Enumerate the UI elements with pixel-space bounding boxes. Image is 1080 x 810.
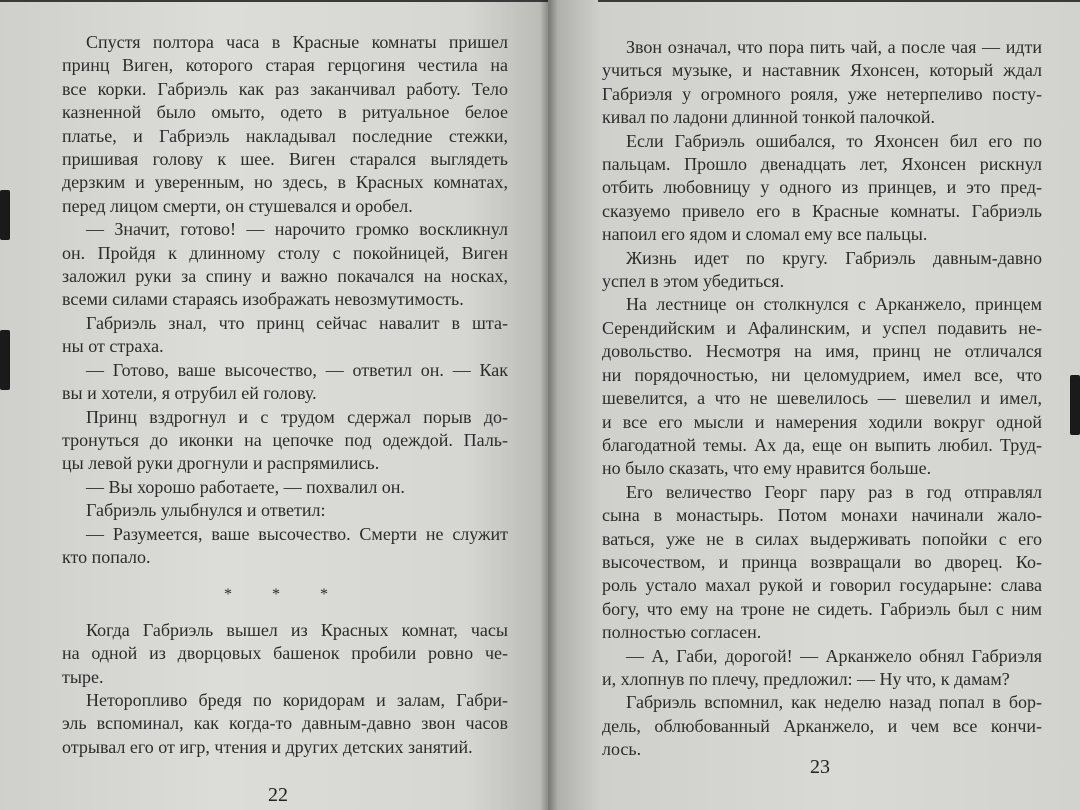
text-line: Спустя полтора часа в Красные комнаты пришел bbox=[86, 32, 508, 52]
text-line: Его величество Георг пару раз в год отправлял bbox=[626, 481, 1042, 502]
text-line: напоил его ядом и сломал ему все пальцы. bbox=[602, 224, 928, 245]
page-clip-left-lower bbox=[0, 330, 10, 390]
paragraph bbox=[62, 523, 508, 570]
text-line: богу, что ему на троне не сидеть. Габриэль был с ним bbox=[602, 598, 1042, 619]
text-line: эль вспоминал, как когда-то давным-давно звон часов bbox=[62, 713, 508, 734]
text-line: тронуться до иконки на цепочке под одеждой. Паль- bbox=[62, 429, 508, 450]
text-line: отрывал его от игр, чтения и других детских занятий. bbox=[62, 736, 473, 757]
text-line: Габриэля у огромного рояля, уже нетерпеливо посту- bbox=[602, 83, 1042, 104]
paragraph bbox=[602, 691, 1042, 761]
page-number-left: 22 bbox=[268, 784, 288, 806]
text-line: сына в монастырь. Потом монахи начинали жало- bbox=[602, 505, 1042, 526]
text-line: кивал по ладони длинной тонкой палочкой. bbox=[602, 107, 936, 128]
paragraph bbox=[602, 36, 1042, 130]
text-line: кто попало. bbox=[62, 546, 151, 567]
text-line: Звон означал, что пора пить чай, а после чая — идти bbox=[626, 37, 1042, 57]
text-line: Жизнь идет по кругу. Габриэль давным-давно bbox=[626, 247, 1042, 268]
text-line: Если Габриэль ошибался, то Яхонсен бил его по bbox=[626, 130, 1042, 151]
text-line: отбить любовницу у одного из принцев, и это пред- bbox=[602, 177, 1042, 198]
text-line: Когда Габриэль вышел из Красных комнат, часы bbox=[86, 619, 508, 640]
text-line: лось. bbox=[602, 739, 642, 760]
text-line: благодатной темы. Ах да, еще он выпить любил. Труд- bbox=[602, 434, 1042, 455]
text-line: ваться, уже не в силах выдерживать попойки с его bbox=[602, 528, 1042, 549]
paragraph bbox=[602, 293, 1042, 480]
paragraph bbox=[602, 481, 1042, 645]
text-line: всеми силами стараясь изображать невозмутимость. bbox=[62, 289, 464, 310]
text-line: перед лицом смерти, он стушевался и оробел. bbox=[62, 195, 413, 216]
text-line: но было сказать, что ему нравится больше. bbox=[602, 458, 932, 479]
book-gutter bbox=[540, 0, 558, 810]
paragraph bbox=[62, 406, 508, 476]
text-line: пришивая голову к шее. Виген старался выглядеть bbox=[62, 149, 508, 170]
text-line: тыре. bbox=[62, 666, 104, 687]
text-line: он. Пройдя к длинному столу с покойницей, Виген bbox=[62, 242, 508, 263]
text-line: Габриэль вспомнил, как неделю назад попал в бор- bbox=[626, 692, 1042, 713]
text-line: цы левой руки дрогнули и распрямились. bbox=[62, 453, 380, 474]
paragraph bbox=[62, 499, 508, 522]
text-line: — Готово, ваше высочество, — ответил он. — Как bbox=[86, 359, 508, 380]
scene-break: * * * bbox=[224, 586, 346, 604]
paragraph bbox=[62, 476, 508, 499]
page-clip-right bbox=[1070, 375, 1080, 435]
text-line: высочеством, и принца возвращали во дворец. Ко- bbox=[602, 551, 1042, 572]
left-page-text bbox=[62, 31, 508, 759]
paragraph bbox=[602, 247, 1042, 294]
page-clip-left-upper bbox=[0, 190, 10, 240]
text-line: довольство. Несмотря на имя, принц не отличался bbox=[602, 341, 1042, 362]
text-line: и все его мысли и намерения ходили вокруг одной bbox=[602, 411, 1042, 432]
text-line: на одной из дворцовых башенок пробили ровно че- bbox=[62, 643, 508, 664]
right-page bbox=[548, 0, 1080, 810]
top-rule-left bbox=[0, 0, 548, 2]
text-line: дерзким и уверенным, но здесь, в Красных комнатах, bbox=[62, 172, 508, 193]
text-line: принц Виген, которого старая герцогиня честила на bbox=[62, 55, 508, 76]
text-line: ни порядочностью, ни целомудрием, имел все, что bbox=[602, 364, 1042, 385]
text-line: — Разумеется, ваше высочество. Смерти не служит bbox=[86, 523, 508, 544]
paragraph bbox=[62, 31, 508, 218]
right-page-text bbox=[602, 36, 1042, 762]
text-line: полностью согласен. bbox=[602, 622, 762, 643]
paragraph bbox=[602, 130, 1042, 247]
text-line: успел в этом убедиться. bbox=[602, 271, 785, 292]
text-line: Габриэль знал, что принц сейчас навалит в шта- bbox=[86, 312, 508, 333]
text-line: сказуемо привело его в Красные комнаты. Габриэль bbox=[602, 200, 1042, 221]
text-line: Принц вздрогнул и с трудом сдержал порыв до- bbox=[86, 406, 508, 427]
paragraph bbox=[62, 689, 508, 759]
top-rule-right bbox=[598, 0, 1080, 2]
paragraph bbox=[62, 359, 508, 406]
text-line: На лестнице он столкнулся с Арканжело, принцем bbox=[626, 294, 1042, 315]
paragraph bbox=[602, 645, 1042, 692]
paragraph bbox=[62, 619, 508, 689]
page-number-right: 23 bbox=[810, 756, 830, 778]
text-line: вы и хотели, я отрубил ей голову. bbox=[62, 383, 317, 404]
text-line: и, хлопнув по плечу, предложил: — Ну что, к дамам? bbox=[602, 668, 1010, 689]
text-line: казненной было омыто, одето в ритуальное белое bbox=[62, 102, 508, 123]
text-line: ны от страха. bbox=[62, 336, 164, 357]
text-line: все корки. Габриэль как раз заканчивал работу. Тело bbox=[62, 78, 508, 99]
text-line: — А, Габи, дорогой! — Арканжело обнял Габриэля bbox=[626, 645, 1042, 666]
text-line: — Значит, готово! — нарочито громко воскликнул bbox=[86, 219, 508, 240]
text-line: Габриэль улыбнулся и ответил: bbox=[86, 500, 326, 521]
text-line: платье, и Габриэль накладывал последние стежки, bbox=[62, 125, 508, 146]
text-line: пальцам. Прошло двенадцать лет, Яхонсен рискнул bbox=[602, 154, 1042, 175]
text-line: шевелится, а что не шевелилось — шевелил и имел, bbox=[602, 388, 1042, 409]
text-line: учиться музыке, и наставник Яхонсен, который ждал bbox=[602, 60, 1042, 81]
text-line: дель, облюбованный Арканжело, и чем все кончи- bbox=[602, 715, 1042, 736]
text-line: Серендийским и Афалинским, и успел подавить не- bbox=[602, 317, 1042, 338]
text-line: роль устало махал рукой и говорил государыне: слава bbox=[602, 575, 1042, 596]
text-line: заложил руки за спину и важно покачался на носках, bbox=[62, 266, 508, 287]
paragraph bbox=[62, 218, 508, 312]
text-line: Неторопливо бредя по коридорам и залам, Габри- bbox=[86, 689, 508, 710]
text-line: — Вы хорошо работаете, — похвалил он. bbox=[86, 476, 405, 497]
paragraph bbox=[62, 312, 508, 359]
